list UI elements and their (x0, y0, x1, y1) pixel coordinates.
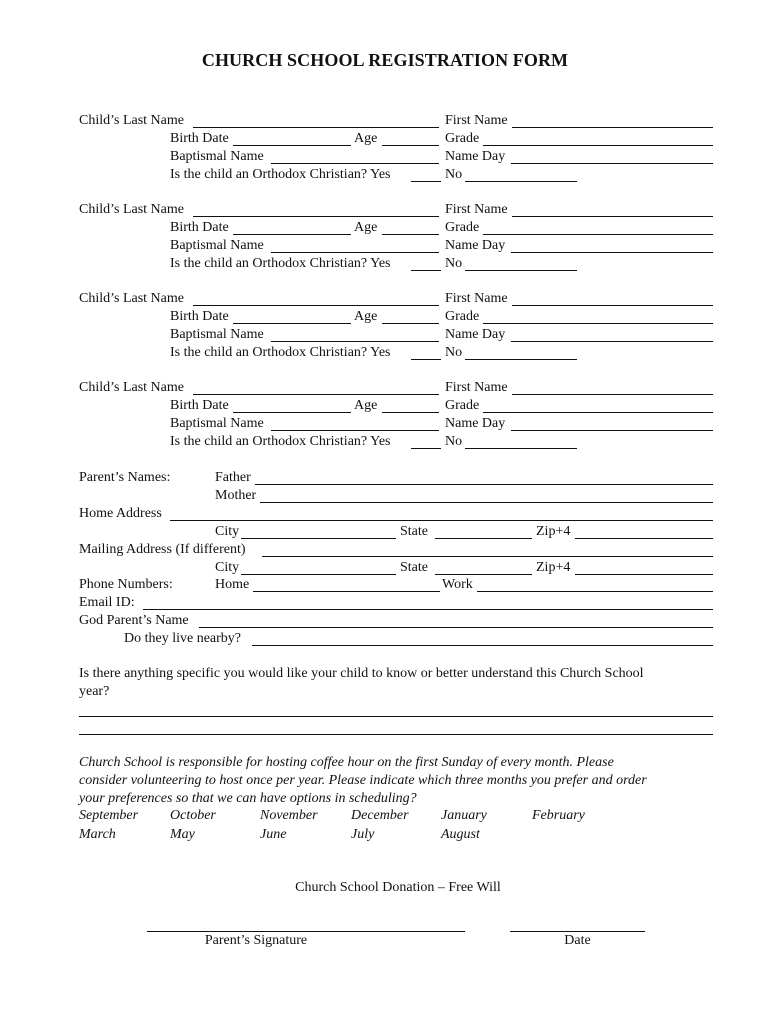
work-phone-field[interactable] (477, 591, 713, 592)
mailing-city-label: City (215, 560, 240, 575)
orthodox-no-field[interactable] (465, 359, 577, 360)
orthodox-question-label: Is the child an Orthodox Christian? Yes (170, 256, 391, 271)
baptismal-name-field[interactable] (271, 252, 439, 253)
baptismal-name-label: Baptismal Name (170, 149, 264, 164)
parent-signature-label: Parent’s Signature (204, 933, 308, 948)
name-day-field[interactable] (511, 163, 713, 164)
signature-date-label: Date (564, 933, 591, 948)
mailing-state-field[interactable] (435, 574, 532, 575)
question-line-2: year? (79, 684, 110, 699)
home-address-field[interactable] (170, 520, 713, 521)
grade-field[interactable] (483, 234, 713, 235)
mailing-zip-field[interactable] (575, 574, 713, 575)
parent-signature-field[interactable] (147, 931, 465, 932)
zip-field[interactable] (575, 538, 713, 539)
month-option[interactable]: September (79, 808, 139, 823)
birth-date-field[interactable] (233, 323, 351, 324)
orthodox-question-label: Is the child an Orthodox Christian? Yes (170, 167, 391, 182)
child-first-name-field[interactable] (512, 127, 713, 128)
baptismal-name-field[interactable] (271, 163, 439, 164)
child-first-name-label: First Name (445, 291, 508, 306)
live-nearby-label: Do they live nearby? (124, 631, 242, 646)
mailing-address-field[interactable] (262, 556, 713, 557)
orthodox-no-field[interactable] (465, 181, 577, 182)
god-parent-field[interactable] (199, 627, 713, 628)
child-last-name-label: Child’s Last Name (79, 291, 184, 306)
state-field[interactable] (435, 538, 532, 539)
orthodox-no-label: No (445, 256, 463, 271)
signature-date-field[interactable] (510, 931, 645, 932)
name-day-field[interactable] (511, 341, 713, 342)
name-day-field[interactable] (511, 430, 713, 431)
month-option[interactable]: June (260, 827, 287, 842)
mother-label: Mother (215, 488, 257, 503)
child-first-name-label: First Name (445, 380, 508, 395)
birth-date-label: Birth Date (170, 398, 229, 413)
age-label: Age (354, 398, 378, 413)
birth-date-field[interactable] (233, 412, 351, 413)
child-last-name-label: Child’s Last Name (79, 113, 184, 128)
volunteer-line-1: Church School is responsible for hosting coffee hour on the first Sunday of every month. Please (79, 755, 614, 770)
month-option[interactable]: October (170, 808, 216, 823)
mailing-state-label: State (400, 560, 428, 575)
email-label: Email ID: (79, 595, 135, 610)
orthodox-yes-field[interactable] (411, 448, 441, 449)
orthodox-yes-field[interactable] (411, 181, 441, 182)
answer-line-1[interactable] (79, 716, 713, 717)
mailing-zip-label: Zip+4 (536, 560, 571, 575)
orthodox-no-label: No (445, 434, 463, 449)
month-option[interactable]: January (441, 808, 487, 823)
orthodox-no-label: No (445, 345, 463, 360)
mailing-address-label: Mailing Address (If different) (79, 542, 246, 557)
child-last-name-label: Child’s Last Name (79, 202, 184, 217)
orthodox-question-label: Is the child an Orthodox Christian? Yes (170, 434, 391, 449)
baptismal-name-field[interactable] (271, 341, 439, 342)
baptismal-name-label: Baptismal Name (170, 327, 264, 342)
birth-date-field[interactable] (233, 234, 351, 235)
grade-field[interactable] (483, 323, 713, 324)
orthodox-no-field[interactable] (465, 270, 577, 271)
birth-date-label: Birth Date (170, 220, 229, 235)
zip-label: Zip+4 (536, 524, 571, 539)
age-label: Age (354, 131, 378, 146)
city-label: City (215, 524, 240, 539)
email-field[interactable] (143, 609, 713, 610)
city-field[interactable] (241, 538, 396, 539)
child-last-name-field[interactable] (193, 216, 439, 217)
baptismal-name-label: Baptismal Name (170, 238, 264, 253)
child-last-name-field[interactable] (193, 305, 439, 306)
god-parent-label: God Parent’s Name (79, 613, 189, 628)
child-last-name-field[interactable] (193, 394, 439, 395)
child-first-name-label: First Name (445, 202, 508, 217)
question-line-1: Is there anything specific you would like your child to know or better understand this Church School (79, 666, 644, 681)
month-option[interactable]: December (351, 808, 409, 823)
child-first-name-field[interactable] (512, 305, 713, 306)
orthodox-no-label: No (445, 167, 463, 182)
work-phone-label: Work (442, 577, 473, 592)
home-phone-field[interactable] (253, 591, 440, 592)
birth-date-field[interactable] (233, 145, 351, 146)
grade-field[interactable] (483, 412, 713, 413)
father-label: Father (215, 470, 251, 485)
age-label: Age (354, 309, 378, 324)
volunteer-line-3: your preferences so that we can have options in scheduling? (79, 791, 417, 806)
child-last-name-field[interactable] (193, 127, 439, 128)
state-label: State (400, 524, 428, 539)
home-phone-label: Home (215, 577, 250, 592)
phone-numbers-label: Phone Numbers: (79, 577, 173, 592)
donation-text: Church School Donation – Free Will (295, 880, 501, 895)
parents-names-label: Parent’s Names: (79, 470, 171, 485)
child-first-name-field[interactable] (512, 216, 713, 217)
mother-field[interactable] (260, 502, 713, 503)
mailing-city-field[interactable] (241, 574, 396, 575)
name-day-field[interactable] (511, 252, 713, 253)
child-first-name-field[interactable] (512, 394, 713, 395)
baptismal-name-label: Baptismal Name (170, 416, 264, 431)
grade-field[interactable] (483, 145, 713, 146)
volunteer-line-2: consider volunteering to host once per year. Please indicate which three months you prefer and order (79, 773, 647, 788)
age-label: Age (354, 220, 378, 235)
month-option[interactable]: May (170, 827, 195, 842)
grade-label: Grade (445, 309, 480, 324)
month-option[interactable]: November (260, 808, 318, 823)
father-field[interactable] (255, 484, 713, 485)
live-nearby-field[interactable] (252, 645, 713, 646)
grade-label: Grade (445, 131, 480, 146)
child-first-name-label: First Name (445, 113, 508, 128)
page-title: CHURCH SCHOOL REGISTRATION FORM (201, 50, 569, 70)
name-day-label: Name Day (445, 416, 506, 431)
orthodox-no-field[interactable] (465, 448, 577, 449)
name-day-label: Name Day (445, 149, 506, 164)
month-option[interactable]: August (441, 827, 480, 842)
age-field[interactable] (382, 412, 439, 413)
baptismal-name-field[interactable] (271, 430, 439, 431)
child-last-name-label: Child’s Last Name (79, 380, 184, 395)
orthodox-yes-field[interactable] (411, 359, 441, 360)
home-address-label: Home Address (79, 506, 162, 521)
birth-date-label: Birth Date (170, 309, 229, 324)
age-field[interactable] (382, 234, 439, 235)
age-field[interactable] (382, 145, 439, 146)
name-day-label: Name Day (445, 327, 506, 342)
grade-label: Grade (445, 398, 480, 413)
month-option[interactable]: February (532, 808, 585, 823)
month-option[interactable]: March (79, 827, 116, 842)
birth-date-label: Birth Date (170, 131, 229, 146)
name-day-label: Name Day (445, 238, 506, 253)
orthodox-question-label: Is the child an Orthodox Christian? Yes (170, 345, 391, 360)
answer-line-2[interactable] (79, 734, 713, 735)
orthodox-yes-field[interactable] (411, 270, 441, 271)
grade-label: Grade (445, 220, 480, 235)
age-field[interactable] (382, 323, 439, 324)
month-option[interactable]: July (351, 827, 375, 842)
